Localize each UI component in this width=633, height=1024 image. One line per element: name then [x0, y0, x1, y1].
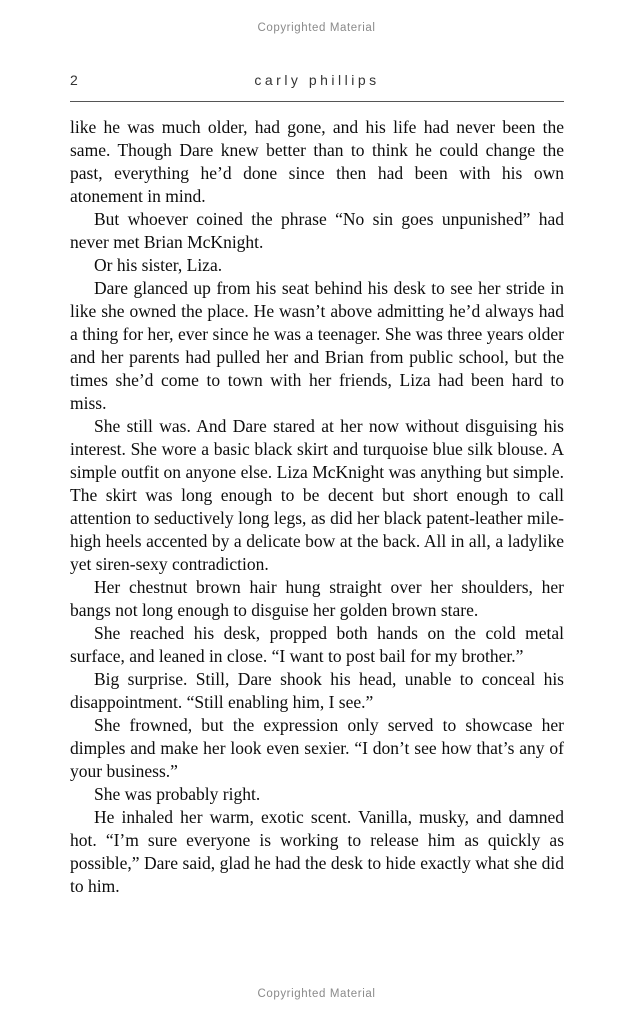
running-title-author: carly phillips: [254, 72, 380, 88]
paragraph: Big surprise. Still, Dare shook his head, unable to conceal his disappointment. “Still enabling him, I see.”: [70, 669, 564, 712]
copyright-notice-bottom: Copyrighted Material: [257, 988, 376, 1000]
paragraph: She was probably right.: [94, 784, 261, 804]
paragraph: Dare glanced up from his seat behind his desk to see her stride in like she owned the place. He wasn’t above admitting he’d always had a thing for her, ever since he was a teenager. She was three years older and her parents had pulled her and Brian from public school, but the times she’d come to town with her friends, Liza had been hard to miss.: [70, 278, 564, 413]
copyright-notice-top: Copyrighted Material: [257, 22, 376, 34]
paragraph: She still was. And Dare stared at her now without disguising his interest. She wore a basic black skirt and turquoise blue silk blouse. A simple outfit on anyone else. Liza McKnight was anything but simple. The skirt was long enough to be decent but short enough to call attention to seductively long legs, as did her black patent-leather mile-high heels accented by a delicate bow at the back. All in all, a ladylike yet siren-sexy contradiction.: [70, 416, 564, 574]
body-text: [70, 116, 564, 898]
page-number: 2: [70, 72, 78, 88]
header-rule: [70, 101, 564, 102]
paragraph: He inhaled her warm, exotic scent. Vanilla, musky, and damned hot. “I’m sure everyone is working to release him as quickly as possible,” Dare said, glad he had the desk to hide exactly what she did to him.: [70, 807, 564, 896]
paragraph: Her chestnut brown hair hung straight over her shoulders, her bangs not long enough to disguise her golden brown stare.: [70, 577, 564, 620]
paragraph: She reached his desk, propped both hands on the cold metal surface, and leaned in close. “I want to post bail for my brother.”: [70, 623, 564, 666]
paragraph: But whoever coined the phrase “No sin goes unpunished” had never met Brian McKnight.: [70, 209, 564, 252]
running-head: [70, 72, 564, 92]
paragraph: Or his sister, Liza.: [94, 255, 223, 275]
paragraph: like he was much older, had gone, and his life had never been the same. Though Dare knew better than to think he could change the past, everything he’d done since then had been with his own atonement in mind.: [70, 117, 564, 206]
paragraph: She frowned, but the expression only served to showcase her dimples and make her look even sexier. “I don’t see how that’s any of your business.”: [70, 715, 564, 781]
